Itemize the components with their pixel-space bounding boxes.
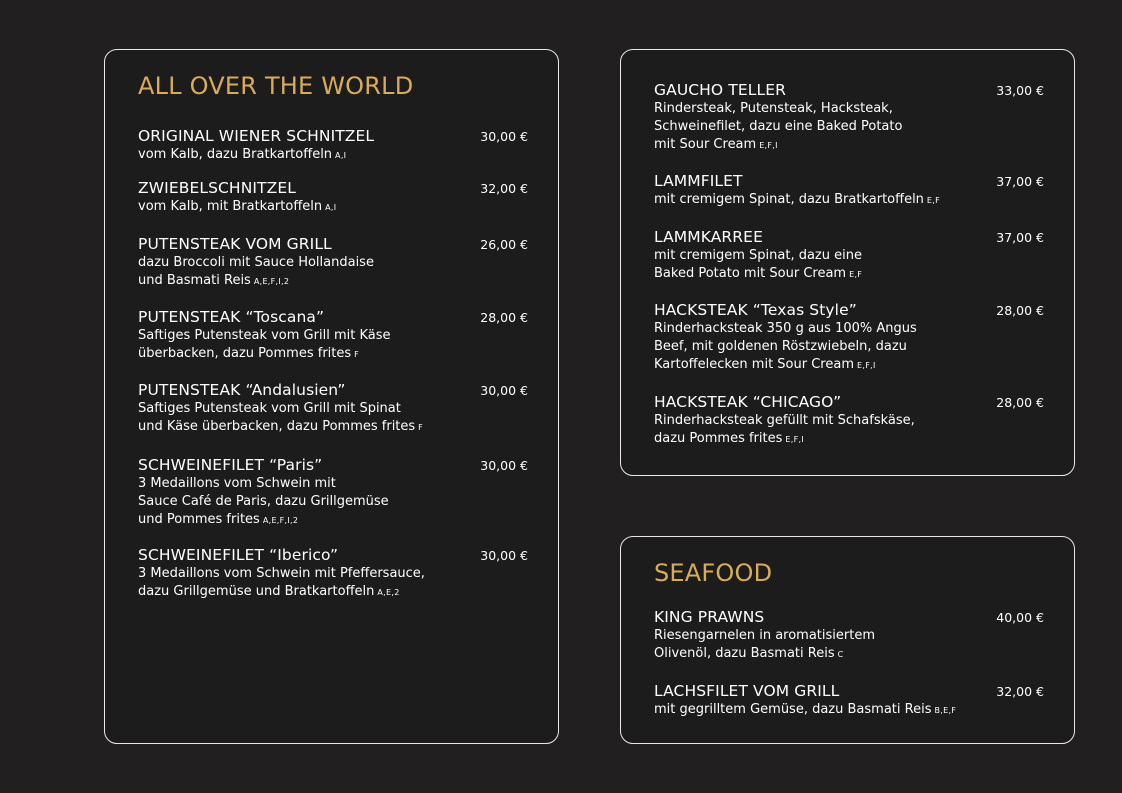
menu-item-description	[654, 645, 1044, 664]
menu-panel-seafood	[620, 536, 1075, 744]
menu-item-price: 28,00 €	[996, 303, 1044, 318]
menu-item-description-text: vom Kalb, dazu Bratkartoffeln	[138, 147, 333, 162]
allergen-codes: F	[418, 423, 424, 432]
menu-item-description	[138, 272, 528, 291]
menu-item	[654, 171, 1044, 210]
menu-item-description-text: dazu Grillgemüse und Bratkartoffeln	[138, 584, 375, 599]
menu-item-description-text: Beef, mit goldenen Röstzwiebeln, dazu	[654, 339, 907, 354]
menu-item-description-text: Riesengarnelen in aromatisiertem	[654, 628, 875, 643]
menu-item-price: 30,00 €	[480, 548, 528, 563]
menu-item-price: 32,00 €	[996, 684, 1044, 699]
menu-item-price: 28,00 €	[480, 310, 528, 325]
menu-item	[138, 234, 528, 291]
section-title-seafood: SEAFOOD	[654, 559, 773, 587]
menu-item	[138, 178, 528, 217]
allergen-codes: A,I	[335, 151, 347, 160]
allergen-codes: A,E,F,I,2	[262, 516, 299, 525]
menu-item-name: LACHSFILET VOM GRILL	[654, 682, 840, 700]
menu-item-description-text: mit cremigem Spinat, dazu Bratkartoffeln	[654, 192, 924, 207]
allergen-codes: A,E,2	[377, 588, 400, 597]
menu-item-description	[654, 320, 1044, 338]
menu-item-description-text: Olivenöl, dazu Basmati Reis	[654, 646, 835, 661]
menu-item-name: ORIGINAL WIENER SCHNITZEL	[138, 127, 375, 145]
menu-item-description	[138, 493, 528, 511]
menu-item-name: PUTENSTEAK “Andalusien”	[138, 381, 346, 399]
menu-item-price: 30,00 €	[480, 383, 528, 398]
allergen-codes: E,F,I	[857, 361, 876, 370]
menu-item-price: 40,00 €	[996, 610, 1044, 625]
menu-item-description	[138, 565, 528, 583]
menu-item-description	[654, 356, 1044, 375]
menu-item-description-text: Baked Potato mit Sour Cream	[654, 266, 847, 281]
menu-item-description-text: Rinderhacksteak gefüllt mit Schafskäse,	[654, 413, 915, 428]
menu-item	[654, 300, 1044, 375]
menu-item-name: SCHWEINEFILET “Paris”	[138, 456, 323, 474]
menu-item	[138, 307, 528, 364]
menu-item-description-text: Rindersteak, Putensteak, Hacksteak,	[654, 101, 893, 116]
allergen-codes: C	[837, 650, 844, 659]
allergen-codes: E,F,I	[759, 141, 778, 150]
menu-item-description-text: Kartoffelecken mit Sour Cream	[654, 357, 854, 372]
menu-item-description	[138, 146, 528, 165]
menu-item-description	[654, 430, 1044, 449]
menu-item	[138, 380, 528, 437]
menu-item-description	[654, 412, 1044, 430]
menu-item-description-text: und Käse überbacken, dazu Pommes frites	[138, 419, 416, 434]
menu-panel-all-over-the-world	[104, 49, 559, 744]
menu-item-name: ZWIEBELSCHNITZEL	[138, 179, 296, 197]
allergen-codes: F	[354, 350, 360, 359]
menu-item-name: PUTENSTEAK “Toscana”	[138, 308, 325, 326]
menu-item	[138, 126, 528, 165]
menu-item-price: 28,00 €	[996, 395, 1044, 410]
menu-item	[654, 80, 1044, 155]
menu-item-name: PUTENSTEAK VOM GRILL	[138, 235, 332, 253]
menu-item-description	[654, 627, 1044, 645]
menu-item-description-text: und Pommes frites	[138, 512, 260, 527]
menu-item-description-text: dazu Pommes frites	[654, 431, 783, 446]
menu-item-name: KING PRAWNS	[654, 608, 765, 626]
menu-item-description	[654, 100, 1044, 118]
menu-item	[654, 681, 1044, 720]
menu-item	[138, 545, 528, 602]
menu-item-description	[138, 254, 528, 272]
menu-panel-meat	[620, 49, 1075, 476]
menu-item-description-text: dazu Broccoli mit Sauce Hollandaise	[138, 255, 374, 270]
menu-item-description	[138, 511, 528, 530]
allergen-codes: A,E,F,I,2	[253, 277, 290, 286]
menu-item-price: 37,00 €	[996, 174, 1044, 189]
allergen-codes: E,F,I	[785, 435, 804, 444]
menu-item-description-text: Rinderhacksteak 350 g aus 100% Angus	[654, 321, 917, 336]
menu-item-name: HACKSTEAK “Texas Style”	[654, 301, 857, 319]
menu-item	[654, 607, 1044, 664]
menu-item-description-text: 3 Medaillons vom Schwein mit	[138, 476, 336, 491]
menu-item-description	[138, 198, 528, 217]
menu-item	[654, 392, 1044, 449]
menu-item-description	[138, 327, 528, 345]
menu-item-description	[654, 118, 1044, 136]
menu-item-description	[654, 247, 1044, 265]
menu-item-description	[654, 265, 1044, 284]
menu-item-description-text: Schweinefilet, dazu eine Baked Potato	[654, 119, 903, 134]
menu-item-description-text: mit cremigem Spinat, dazu eine	[654, 248, 862, 263]
menu-item-name: GAUCHO TELLER	[654, 81, 786, 99]
menu-item-description-text: Saftiges Putensteak vom Grill mit Spinat	[138, 401, 401, 416]
menu-item-description	[654, 338, 1044, 356]
menu-item-name: HACKSTEAK “CHICAGO”	[654, 393, 842, 411]
menu-item-price: 32,00 €	[480, 181, 528, 196]
allergen-codes: E,F	[849, 270, 863, 279]
menu-item	[138, 455, 528, 530]
menu-item-price: 30,00 €	[480, 458, 528, 473]
menu-item-description-text: mit Sour Cream	[654, 137, 757, 152]
menu-item-description-text: und Basmati Reis	[138, 273, 251, 288]
menu-item-description	[138, 475, 528, 493]
menu-item-description	[138, 418, 528, 437]
menu-item-description	[138, 583, 528, 602]
menu-item-name: LAMMFILET	[654, 172, 743, 190]
allergen-codes: B,E,F	[934, 706, 957, 715]
allergen-codes: E,F	[926, 196, 941, 205]
menu-item-description-text: vom Kalb, mit Bratkartoffeln	[138, 199, 323, 214]
allergen-codes: A,I	[325, 203, 337, 212]
menu-item-description-text: 3 Medaillons vom Schwein mit Pfeffersauce,	[138, 566, 425, 581]
menu-item-description-text: überbacken, dazu Pommes frites	[138, 346, 352, 361]
menu-item	[654, 227, 1044, 284]
menu-item-description-text: Saftiges Putensteak vom Grill mit Käse	[138, 328, 391, 343]
menu-item-description	[654, 191, 1044, 210]
menu-item-description	[138, 400, 528, 418]
menu-item-description	[138, 345, 528, 364]
menu-item-name: SCHWEINEFILET “Iberico”	[138, 546, 339, 564]
menu-item-description	[654, 136, 1044, 155]
menu-item-description-text: mit gegrilltem Gemüse, dazu Basmati Reis	[654, 702, 932, 717]
menu-item-price: 26,00 €	[480, 237, 528, 252]
menu-item-description-text: Sauce Café de Paris, dazu Grillgemüse	[138, 494, 389, 509]
menu-item-price: 37,00 €	[996, 230, 1044, 245]
menu-item-price: 33,00 €	[996, 83, 1044, 98]
menu-item-description	[654, 701, 1044, 720]
menu-item-price: 30,00 €	[480, 129, 528, 144]
menu-item-name: LAMMKARREE	[654, 228, 763, 246]
section-title-all-over-the-world: ALL OVER THE WORLD	[138, 72, 414, 100]
